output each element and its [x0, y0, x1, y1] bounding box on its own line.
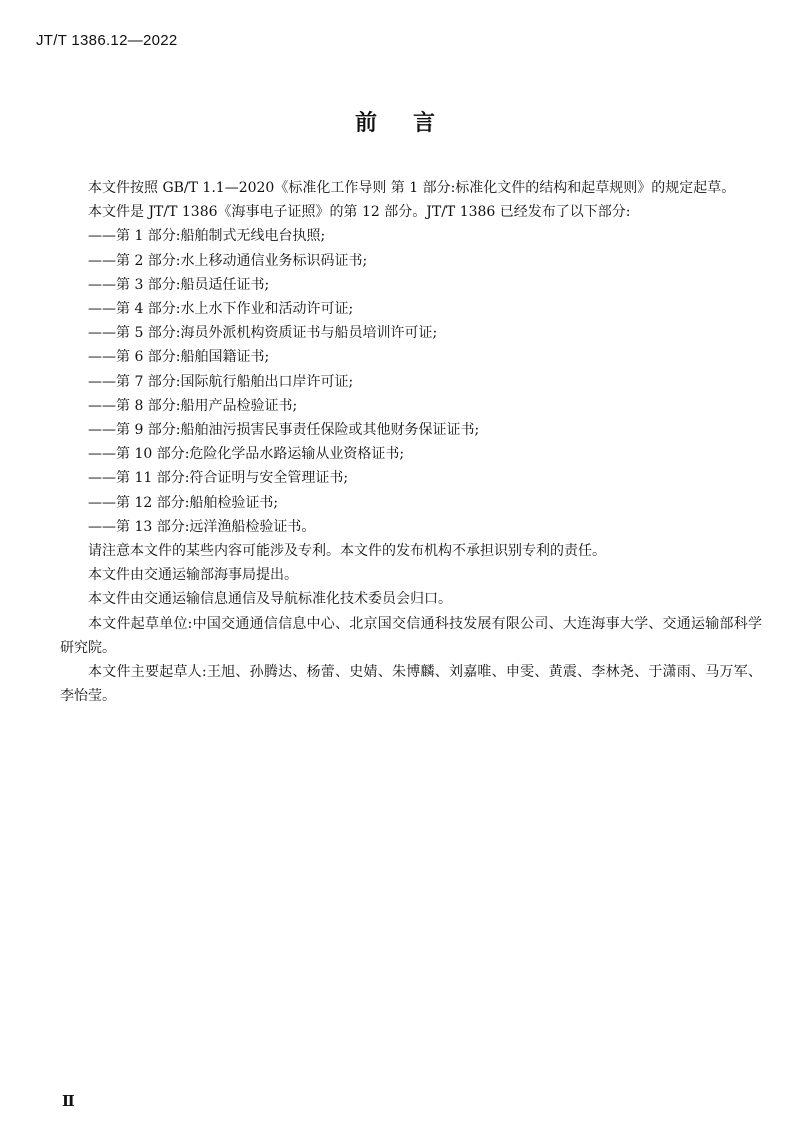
standard-number-header: JT/T 1386.12—2022 [36, 32, 178, 49]
page-number: Ⅱ [62, 1092, 75, 1110]
document-body [60, 176, 762, 708]
drafting-units: 本文件起草单位:中国交通通信信息中心、北京国交信通科技发展有限公司、大连海事大学、交通运输部科学研究院。 [60, 615, 762, 656]
intro-paragraph: 本文件按照 GB/T 1.1—2020《标准化工作导则 第 1 部分:标准化文件的结构和起草规则》的规定起草。 [88, 180, 736, 196]
drafters: 本文件主要起草人:王旭、孙腾达、杨蕾、史婧、朱博麟、刘嘉唯、申雯、黄震、李林尧、于潇雨、马万军、李怡莹。 [60, 664, 762, 705]
list-item: ——第 1 部分:船舶制式无线电台执照; [88, 228, 326, 245]
list-item: ——第 9 部分:船舶油污损害民事责任保险或其他财务保证证书; [88, 422, 480, 439]
list-item: ——第 2 部分:水上移动通信业务标识码证书; [88, 252, 368, 269]
list-item: ——第 13 部分:远洋渔船检验证书。 [88, 518, 316, 535]
proposer-statement: 本文件由交通运输部海事局提出。 [88, 567, 298, 584]
list-item: ——第 6 部分:船舶国籍证书; [88, 349, 270, 366]
list-item: ——第 4 部分:水上水下作业和活动许可证; [88, 301, 354, 318]
list-item: ——第 12 部分:船舶检验证书; [88, 494, 279, 511]
series-paragraph: 本文件是 JT/T 1386《海事电子证照》的第 12 部分。JT/T 1386 已经发布了以下部分: [88, 204, 631, 221]
committee-statement: 本文件由交通运输信息通信及导航标准化技术委员会归口。 [88, 591, 452, 608]
patent-notice: 请注意本文件的某些内容可能涉及专利。本文件的发布机构不承担识别专利的责任。 [88, 543, 606, 560]
list-item: ——第 5 部分:海员外派机构资质证书与船员培训许可证; [88, 325, 438, 342]
list-item: ——第 8 部分:船用产品检验证书; [88, 397, 298, 414]
page-title: 前言 [354, 111, 471, 136]
list-item: ——第 3 部分:船员适任证书; [88, 276, 270, 293]
list-item: ——第 11 部分:符合证明与安全管理证书; [88, 470, 349, 487]
list-item: ——第 7 部分:国际航行船舶出口岸许可证; [88, 373, 354, 390]
list-item: ——第 10 部分:危险化学品水路运输从业资格证书; [88, 446, 405, 463]
parts-list [60, 224, 762, 539]
